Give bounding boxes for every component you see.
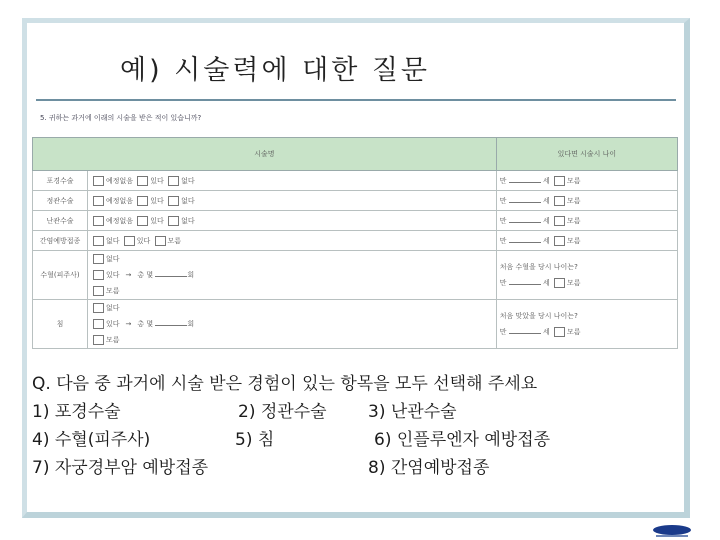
option-label: 있다 — [150, 216, 164, 225]
option-label: 없다 — [106, 255, 120, 263]
age-cell — [496, 171, 677, 191]
checkbox[interactable] — [155, 236, 166, 246]
unknown-label: 모름 — [567, 196, 581, 205]
survey-header-right: 있다면 시술시 나이 — [496, 138, 677, 171]
age-prefix: 만 — [499, 196, 507, 205]
option-label: 예정없음 — [106, 196, 134, 205]
option-label: 없다 — [106, 236, 120, 245]
checkbox[interactable] — [168, 176, 179, 186]
option-cell — [88, 191, 497, 211]
checkbox[interactable] — [124, 236, 135, 246]
checkbox[interactable] — [137, 216, 148, 226]
option-cell — [88, 231, 497, 251]
checkbox[interactable] — [168, 196, 179, 206]
option-label: 모름 — [106, 287, 120, 295]
age-input[interactable] — [509, 278, 541, 285]
checkbox[interactable] — [137, 176, 148, 186]
age-unit: 세 — [543, 216, 550, 225]
option-item: 2) 정관수술 — [238, 402, 327, 422]
count-unit: 회 — [187, 271, 195, 279]
option-cell — [88, 300, 497, 349]
age-prefix: 만 — [499, 176, 507, 185]
option-item: 5) 침 — [235, 430, 275, 450]
arrow-right-icon: → — [125, 271, 132, 279]
count-prefix: 총 몇 — [137, 320, 154, 328]
age-input[interactable] — [509, 236, 541, 243]
option-label: 있다 — [136, 236, 151, 245]
age-input[interactable] — [509, 176, 541, 183]
option-cell — [88, 171, 497, 191]
table-row — [33, 251, 678, 300]
checkbox[interactable] — [137, 196, 148, 206]
age-prefix: 만 — [499, 328, 507, 336]
arrow-right-icon: → — [125, 320, 132, 328]
procedure-name: 침 — [33, 300, 88, 349]
survey-table — [32, 137, 678, 349]
title-divider — [36, 99, 676, 101]
checkbox[interactable] — [168, 216, 179, 226]
option-label: 없다 — [181, 216, 195, 225]
checkbox[interactable] — [93, 303, 104, 313]
checkbox[interactable] — [93, 236, 104, 246]
age-cell — [496, 300, 677, 349]
checkbox[interactable] — [93, 196, 104, 206]
checkbox[interactable] — [93, 286, 104, 296]
procedure-name: 포경수술 — [33, 171, 88, 191]
table-row — [33, 300, 678, 349]
age-unit: 세 — [543, 236, 550, 245]
option-item: 8) 간염예방접종 — [368, 458, 490, 478]
unknown-label: 모름 — [567, 216, 581, 225]
survey-header-left: 시술명 — [33, 138, 497, 171]
checkbox[interactable] — [554, 236, 565, 246]
procedure-name: 정관수술 — [33, 191, 88, 211]
unknown-label: 모름 — [567, 176, 581, 185]
checkbox[interactable] — [93, 254, 104, 264]
slide-title: 예) 시술력에 대한 질문 — [120, 55, 431, 86]
option-item: 3) 난관수술 — [368, 402, 457, 422]
checkbox[interactable] — [554, 196, 565, 206]
table-row — [33, 211, 678, 231]
checkbox[interactable] — [554, 278, 565, 288]
checkbox[interactable] — [93, 335, 104, 345]
checkbox[interactable] — [554, 327, 565, 337]
option-cell — [88, 251, 497, 300]
option-label: 모름 — [106, 336, 120, 344]
option-label: 있다 — [150, 176, 164, 185]
count-input[interactable] — [155, 270, 187, 277]
option-label: 없다 — [181, 196, 195, 205]
option-label: 예정없음 — [106, 176, 134, 185]
count-input[interactable] — [155, 319, 187, 326]
age-input[interactable] — [509, 327, 541, 334]
age-unit: 세 — [543, 279, 550, 287]
unknown-label: 모름 — [567, 236, 581, 245]
option-label: 없다 — [106, 304, 120, 312]
table-row — [33, 231, 678, 251]
survey-question-label: 5. 귀하는 과거에 이래의 시술을 받은 적이 있습니까? — [40, 114, 202, 122]
survey-question-text — [40, 113, 201, 123]
option-cell — [88, 211, 497, 231]
option-label: 모름 — [167, 236, 182, 245]
age-cell — [496, 211, 677, 231]
option-item: 1) 포경수술 — [32, 402, 121, 422]
option-label: 있다 — [150, 196, 164, 205]
unknown-label: 모름 — [567, 328, 581, 336]
unknown-label: 모름 — [567, 279, 581, 287]
checkbox[interactable] — [554, 216, 565, 226]
table-row — [33, 191, 678, 211]
age-unit: 세 — [543, 196, 550, 205]
checkbox[interactable] — [93, 216, 104, 226]
option-label: 없다 — [181, 176, 195, 185]
procedure-name: 수혈(피주사) — [33, 251, 88, 300]
option-label: 있다 — [106, 320, 120, 328]
age-cell — [496, 191, 677, 211]
age-input[interactable] — [509, 216, 541, 223]
first-age-label: 처음 맞았을 당시 나이는? — [499, 312, 578, 320]
age-unit: 세 — [543, 176, 550, 185]
checkbox[interactable] — [93, 319, 104, 329]
checkbox[interactable] — [93, 270, 104, 280]
first-age-label: 처음 수혈을 당시 나이는? — [499, 263, 578, 271]
option-item: 6) 인플루엔자 예방접종 — [374, 430, 551, 450]
age-prefix: 만 — [499, 236, 507, 245]
age-cell — [496, 231, 677, 251]
age-prefix: 만 — [499, 279, 507, 287]
age-unit: 세 — [543, 328, 550, 336]
count-unit: 회 — [187, 320, 195, 328]
age-input[interactable] — [509, 196, 541, 203]
procedure-name: 간염예방접종 — [33, 231, 88, 251]
count-prefix: 총 몇 — [137, 271, 154, 279]
age-prefix: 만 — [499, 216, 507, 225]
question-prompt: Q. 다음 중 과거에 시술 받은 경험이 있는 항목을 모두 선택해 주세요 — [32, 374, 538, 394]
age-cell — [496, 251, 677, 300]
company-logo-icon — [652, 524, 692, 538]
checkbox[interactable] — [93, 176, 104, 186]
procedure-name: 난관수술 — [33, 211, 88, 231]
checkbox[interactable] — [554, 176, 565, 186]
table-row — [33, 171, 678, 191]
option-item: 4) 수혈(피주사) — [32, 430, 151, 450]
option-label: 예정없음 — [106, 216, 134, 225]
option-label: 있다 — [106, 271, 120, 279]
option-item: 7) 자궁경부암 예방접종 — [32, 458, 209, 478]
